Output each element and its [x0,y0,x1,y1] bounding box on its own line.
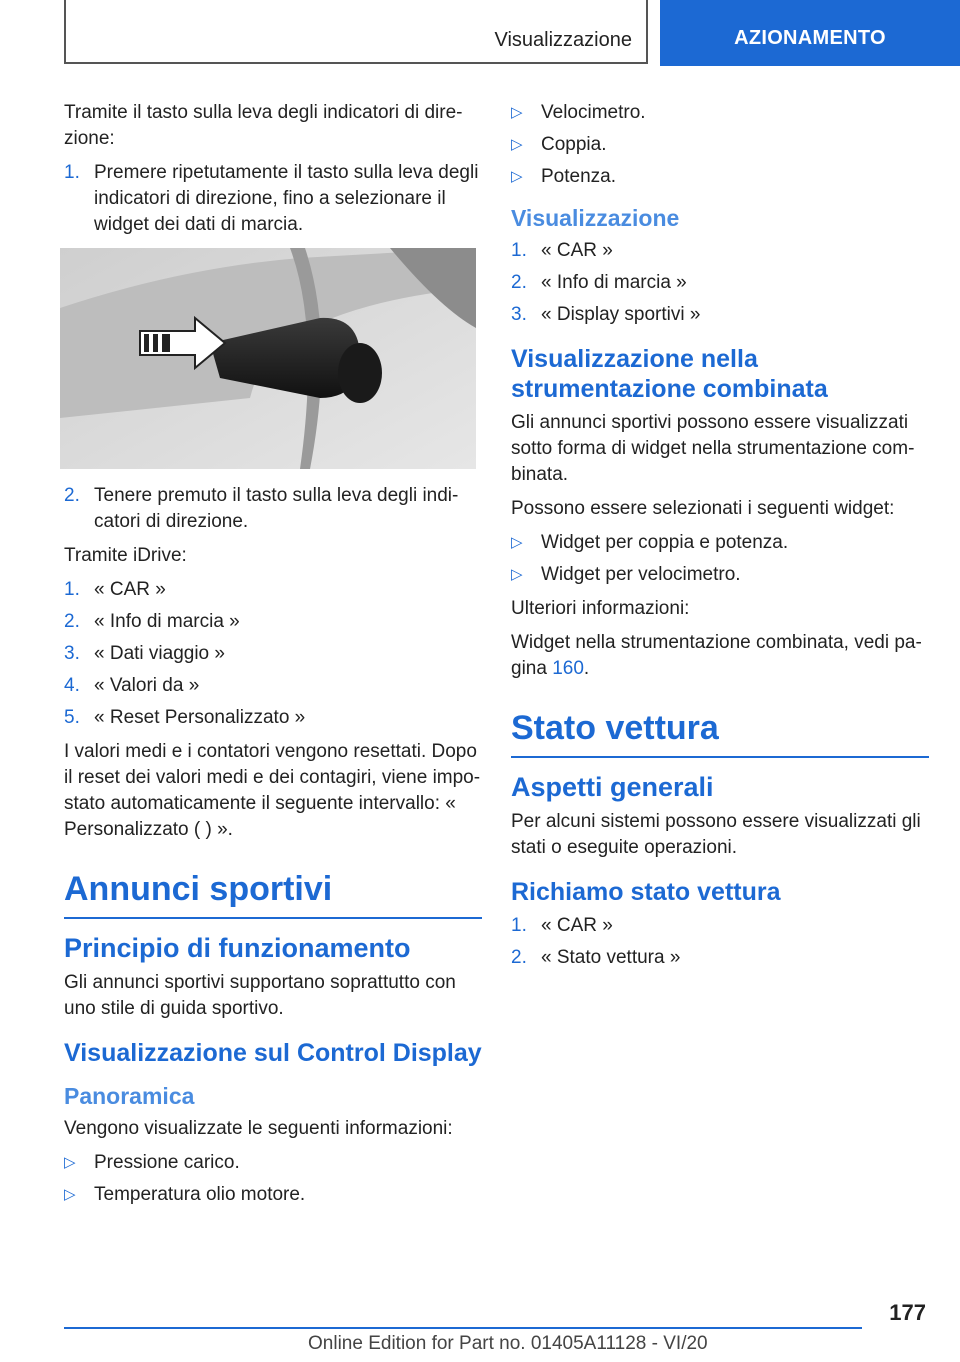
list-number: 4. [64,675,80,696]
aspetti-text: Per alcuni sistemi possono essere visualizzati gli stati o eseguite operazioni. [511,811,921,858]
list-item [64,1182,482,1208]
more-info-label: Ulteriori informazioni: [511,598,690,619]
list-item-text: Premere ripetutamente il tasto sulla leva degli indicatori di direzione, fino a selezionare il widget dei dati di marcia. [94,162,479,235]
list-item-text: « CAR » [94,579,166,600]
list-item [511,132,929,158]
page-link-160[interactable]: 160 [552,658,584,679]
list-number: 3. [64,643,80,664]
list-number: 2. [64,485,80,506]
bullet-triangle-icon: ▷ [511,136,523,153]
visual-steps-list [511,238,929,328]
idrive-steps-list [64,577,482,731]
footer-divider [64,1327,862,1329]
list-item-text: « Reset Personalizzato » [94,707,306,728]
list-item-text: « Stato vettura » [541,947,681,968]
list-number: 1. [64,579,80,600]
list-item-text: « Dati viaggio » [94,643,225,664]
list-item-text: Temperatura olio motore. [94,1184,306,1205]
heading-principio: Principio di funzionamento [64,933,411,963]
list-number: 3. [511,304,527,325]
right-column [511,100,929,979]
list-item [511,238,929,264]
bullet-triangle-icon: ▷ [511,534,523,551]
list-item [64,609,482,635]
list-item [511,530,929,556]
list-item [511,302,929,328]
list-item-text: Pressione carico. [94,1152,240,1173]
list-item [64,483,482,535]
list-number: 1. [511,915,527,936]
heading-stato-vettura: Stato vettura [511,708,929,758]
header-chapter-tab[interactable] [660,0,960,66]
bullet-triangle-icon: ▷ [64,1186,76,1203]
heading-strumentazione: Visualizzazione nella strumentazione combinata [511,345,828,403]
list-number: 1. [511,240,527,261]
panoramica-list [64,1150,482,1208]
footer-edition: Online Edition for Part no. 01405A11128 - VI/20 [308,1333,708,1354]
list-item [511,913,929,939]
list-item [511,100,929,126]
list-item [64,641,482,667]
panoramica-text: Vengono visualizzate le seguenti informazioni: [64,1118,453,1139]
more-info-body: Widget nella strumentazione combinata, vedi pa-gina [511,632,922,679]
heading-richiamo: Richiamo stato vettura [511,878,781,906]
more-info-text [511,630,929,682]
strumentazione-text: Gli annunci sportivi possono essere visualizzati sotto forma di widget nella strumentazione com-binata. [511,412,915,485]
list-number: 2. [511,272,527,293]
bullet-triangle-icon: ▷ [511,168,523,185]
list-item [64,577,482,603]
bullet-triangle-icon: ▷ [64,1154,76,1171]
list-item-text: « Display sportivi » [541,304,701,325]
list-item-text: Potenza. [541,166,616,187]
list-item-text: « Valori da » [94,675,200,696]
list-item [64,160,482,238]
list-item-text: Widget per coppia e potenza. [541,532,789,553]
list-item-text: Velocimetro. [541,102,646,123]
list-item [64,1150,482,1176]
widget-list [511,530,929,588]
principio-text: Gli annunci sportivi supportano soprattutto con uno stile di guida sportivo. [64,972,456,1019]
list-item-text: Coppia. [541,134,607,155]
heading-panoramica: Panoramica [64,1083,195,1109]
heading-aspetti-generali: Aspetti generali [511,772,714,802]
richiamo-steps-list [511,913,929,971]
list-item [64,705,482,731]
left-column [64,100,482,1216]
reset-text: I valori medi e i contatori vengono resettati. Dopo il reset dei valori medi e dei contagiri, viene impo-stato automaticamente il seguente intervallo: « Personalizzato ( ) ». [64,741,481,840]
list-number: 1. [64,162,80,183]
intro-text: Tramite il tasto sulla leva degli indicatori di dire-zione: [64,102,463,149]
turn-signal-lever-photo [60,248,476,469]
list-item-text: « Info di marcia » [94,611,240,632]
list-number: 2. [511,947,527,968]
list-item-text: Widget per velocimetro. [541,564,741,585]
bullet-triangle-icon: ▷ [511,566,523,583]
more-info-end: . [583,658,590,679]
lever-hold-steps-list [64,483,482,535]
page-number: 177 [889,1300,926,1325]
list-number: 2. [64,611,80,632]
widget-select-text: Possono essere selezionati i seguenti widget: [511,498,895,519]
list-item [511,164,929,190]
header-section-title: Visualizzazione [494,29,632,51]
bullet-triangle-icon: ▷ [511,104,523,121]
info-items-list [511,100,929,190]
idrive-label: Tramite iDrive: [64,545,187,566]
list-item-text: « Info di marcia » [541,272,687,293]
list-item [511,945,929,971]
heading-annunci-sportivi: Annunci sportivi [64,869,482,919]
heading-visualizzazione: Visualizzazione [511,205,680,231]
list-item [511,270,929,296]
header-chapter-label: AZIONAMENTO [734,26,886,49]
list-item [511,562,929,588]
list-item [64,673,482,699]
heading-control-display: Visualizzazione sul Control Display [64,1039,482,1067]
lever-steps-list [64,160,482,238]
header-section-box [64,0,648,64]
list-number: 5. [64,707,80,728]
list-item-text: « CAR » [541,240,613,261]
list-item-text: Tenere premuto il tasto sulla leva degli indi-catori di direzione. [94,485,459,532]
list-item-text: « CAR » [541,915,613,936]
